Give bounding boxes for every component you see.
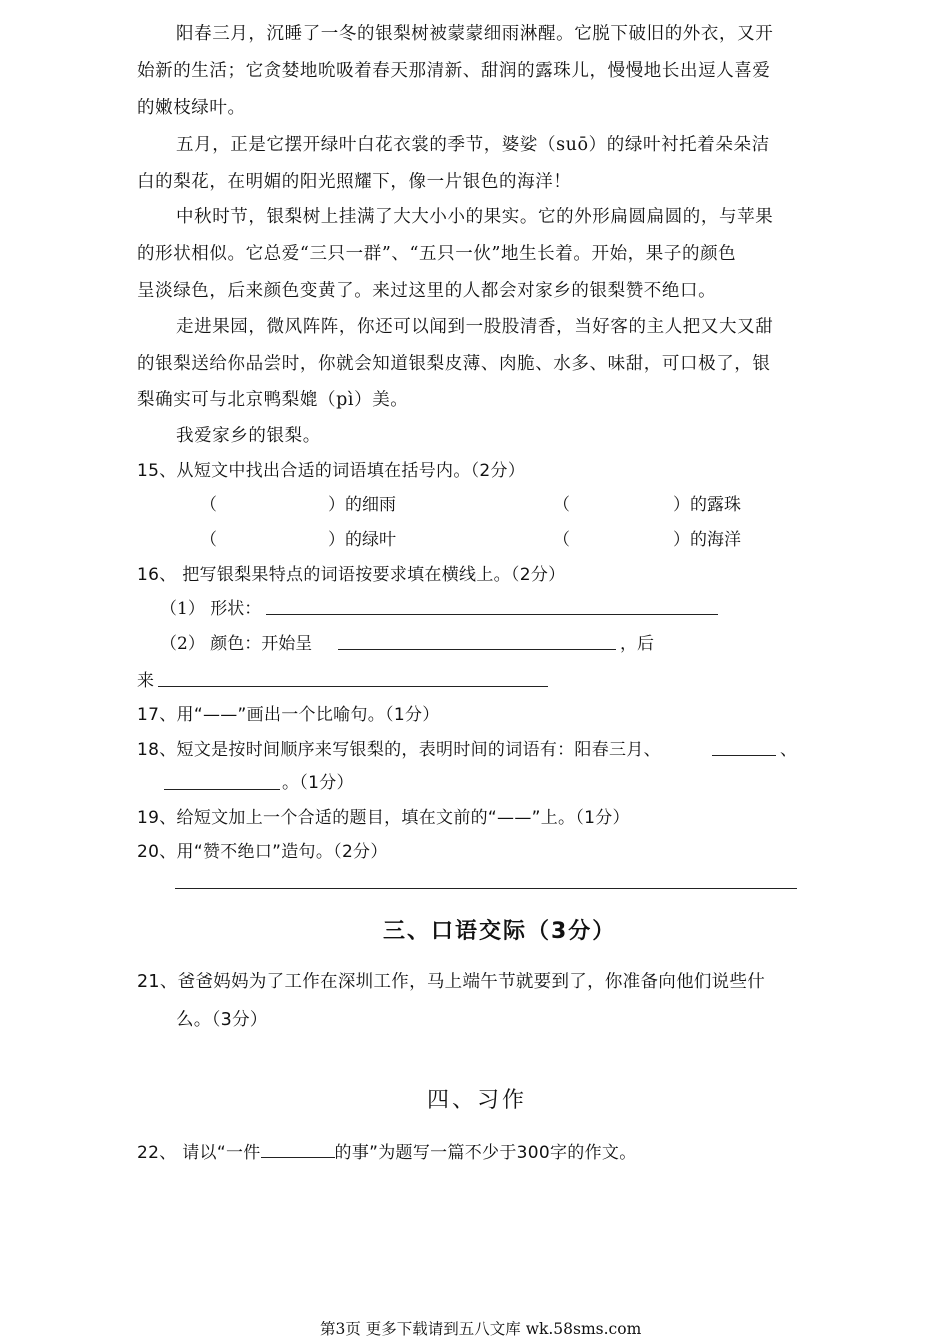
answer-line-title[interactable] (261, 1156, 335, 1158)
passage-line: 的形状相似。它总爱“三只一群”、“五只一伙”地生长着。开始，果子的颜色 (137, 244, 737, 264)
passage-line: 梨确实可与北京鸭梨媲（pì）美。 (137, 390, 409, 410)
q18-separator: 、 (780, 740, 798, 760)
passage-line: 走进果园，微风阵阵，你还可以闻到一股股清香，当好客的主人把又大又甜 (176, 317, 774, 337)
q16-color-label: （2） 颜色：开始呈 (160, 634, 313, 654)
answer-line-time-1[interactable] (712, 755, 776, 756)
answer-line-time-2[interactable] (164, 789, 280, 790)
question-22 (137, 1138, 637, 1163)
q15-blank-label: ）的露珠 (673, 495, 741, 515)
passage-line: 始新的生活；它贪婪地吮吸着春天那清新、甜润的露珠儿，慢慢地长出逗人喜爱 (137, 61, 771, 81)
page-footer: 第3页 更多下载请到五八文库 wk.58sms.com (320, 1320, 642, 1338)
q16-shape-label: （1） 形状： (160, 599, 262, 619)
q15-paren-open: （ (553, 530, 570, 550)
passage-line: 呈淡绿色，后来颜色变黄了。来过这里的人都会对家乡的银梨赞不绝口。 (137, 281, 717, 301)
answer-line-sentence[interactable] (175, 888, 797, 889)
section-title-writing: 四、习作 (427, 1088, 528, 1113)
answer-line-shape[interactable] (266, 614, 718, 615)
q16-color-after: ，后 (620, 634, 654, 654)
passage-line: 白的梨花，在明媚的阳光照耀下，像一片银色的海洋！ (137, 172, 572, 192)
passage-line: 的嫩枝绿叶。 (137, 98, 246, 118)
q15-paren-open: （ (200, 530, 217, 550)
q15-blank-label: ）的海洋 (673, 530, 741, 550)
question-21-cont: 么。（3分） (176, 1010, 268, 1030)
q16-color-cont: 来 (137, 671, 154, 691)
passage-line: 五月，正是它摆开绿叶白花衣裳的季节，婆娑（suō）的绿叶衬托着朵朵洁 (176, 135, 770, 155)
q22-suffix: 的事”为题写一篇不少于300字的作文。 (334, 1143, 637, 1163)
question-21: 21、爸爸妈妈为了工作在深圳工作，马上端午节就要到了，你准备向他们说些什 (137, 972, 766, 992)
q15-paren-open: （ (200, 495, 217, 515)
q15-blank-label: ）的细雨 (328, 495, 396, 515)
question-18: 18、短文是按时间顺序来写银梨的，表明时间的词语有：阳春三月、 (137, 740, 661, 760)
section-title-oral: 三、口语交际（3分） (383, 919, 617, 944)
q15-paren-open: （ (553, 495, 570, 515)
passage-line: 阳春三月，沉睡了一冬的银梨树被蒙蒙细雨淋醒。它脱下破旧的外衣，又开 (176, 24, 774, 44)
passage-line: 的银梨送给你品尝时，你就会知道银梨皮薄、肉脆、水多、味甜，可口极了，银 (137, 354, 771, 374)
answer-line-color-later[interactable] (158, 686, 548, 687)
q22-prefix: 22、 请以“一件 (137, 1143, 261, 1163)
question-15: 15、从短文中找出合适的词语填在括号内。（2分） (137, 461, 526, 481)
question-16: 16、 把写银梨果特点的词语按要求填在横线上。（2分） (137, 565, 566, 585)
question-19: 19、给短文加上一个合适的题目，填在文前的“——”上。（1分） (137, 808, 630, 828)
q15-blank-label: ）的绿叶 (328, 530, 396, 550)
passage-line: 中秋时节，银梨树上挂满了大大小小的果实。它的外形扁圆扁圆的，与苹果 (176, 207, 774, 227)
q18-end: 。（1分） (282, 773, 354, 793)
answer-line-color-start[interactable] (338, 649, 616, 650)
passage-line: 我爱家乡的银梨。 (176, 426, 321, 446)
question-20: 20、用“赞不绝口”造句。（2分） (137, 842, 388, 862)
question-17: 17、用“——”画出一个比喻句。（1分） (137, 705, 440, 725)
